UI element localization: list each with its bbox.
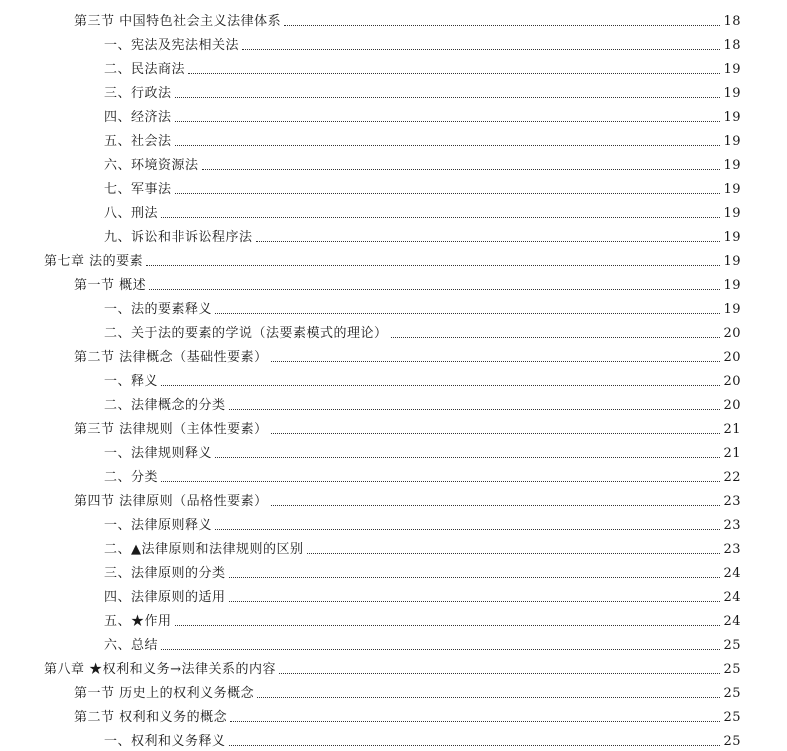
toc-dot-leader	[161, 216, 720, 218]
toc-entry-title: 一、权利和义务释义	[104, 734, 226, 749]
toc-dot-leader	[242, 48, 720, 50]
toc-page-number: 20	[723, 374, 741, 389]
toc-page-number: 19	[723, 86, 741, 101]
toc-dot-leader	[188, 72, 720, 74]
toc-item-row[interactable]	[0, 54, 787, 78]
toc-item-row[interactable]	[0, 126, 787, 150]
toc-entry-title: 四、法律原则的适用	[104, 590, 226, 605]
toc-item-row[interactable]	[0, 174, 787, 198]
toc-section-row[interactable]	[0, 486, 787, 510]
toc-page-number: 24	[723, 566, 741, 581]
toc-dot-leader	[175, 144, 721, 146]
toc-dot-leader	[271, 360, 721, 362]
toc-page-number: 23	[723, 542, 741, 557]
toc-page-number: 20	[723, 350, 741, 365]
toc-page-number: 23	[723, 518, 741, 533]
toc-item-row[interactable]	[0, 462, 787, 486]
toc-dot-leader	[215, 312, 720, 314]
toc-entry-title: 二、分类	[104, 470, 159, 485]
toc-page-number: 19	[723, 134, 741, 149]
toc-item-row[interactable]	[0, 558, 787, 582]
toc-dot-leader	[161, 648, 720, 650]
toc-dot-leader	[175, 192, 721, 194]
toc-page-number: 25	[723, 662, 741, 677]
toc-dot-leader	[229, 744, 721, 746]
toc-section-row[interactable]	[0, 342, 787, 366]
toc-item-row[interactable]	[0, 198, 787, 222]
toc-page-number: 24	[723, 614, 741, 629]
toc-dot-leader	[391, 336, 721, 338]
toc-page-number: 25	[723, 686, 741, 701]
toc-entry-title: 一、法律规则释义	[104, 446, 213, 461]
toc-section-row[interactable]	[0, 414, 787, 438]
toc-entry-title: 八、刑法	[104, 206, 159, 221]
toc-dot-leader	[215, 528, 720, 530]
toc-entry-title: 四、经济法	[104, 110, 172, 125]
toc-page-number: 21	[723, 446, 741, 461]
toc-section-row[interactable]	[0, 702, 787, 726]
toc-item-row[interactable]	[0, 30, 787, 54]
toc-section-row[interactable]	[0, 270, 787, 294]
toc-page-number: 18	[723, 14, 741, 29]
toc-page-number: 19	[723, 110, 741, 125]
toc-item-row[interactable]	[0, 534, 787, 558]
toc-page-number: 19	[723, 278, 741, 293]
toc-entry-title: 第三节 中国特色社会主义法律体系	[74, 14, 282, 29]
toc-item-row[interactable]	[0, 438, 787, 462]
toc-dot-leader	[202, 168, 721, 170]
toc-item-row[interactable]	[0, 366, 787, 390]
toc-entry-title: 第四节 法律原则（品格性要素）	[74, 494, 268, 509]
toc-dot-leader	[229, 576, 721, 578]
toc-dot-leader	[257, 696, 720, 698]
toc-item-row[interactable]	[0, 294, 787, 318]
toc-entry-title: 七、军事法	[104, 182, 172, 197]
toc-entry-title: 二、▲法律原则和法律规则的区别	[104, 542, 304, 557]
toc-entry-title: 九、诉讼和非诉讼程序法	[104, 230, 253, 245]
toc-item-row[interactable]	[0, 150, 787, 174]
toc-page-number: 22	[723, 470, 741, 485]
toc-item-row[interactable]	[0, 390, 787, 414]
toc-chapter-row[interactable]	[0, 654, 787, 678]
toc-item-row[interactable]	[0, 630, 787, 654]
toc-item-row[interactable]	[0, 606, 787, 630]
toc-entry-title: 第八章 ★权利和义务→法律关系的内容	[44, 662, 277, 677]
toc-item-row[interactable]	[0, 726, 787, 750]
toc-entry-title: 二、关于法的要素的学说（法要素模式的理论）	[104, 326, 388, 341]
toc-page-number: 21	[723, 422, 741, 437]
toc-item-row[interactable]	[0, 510, 787, 534]
toc-dot-leader	[146, 264, 720, 266]
toc-page-number: 19	[723, 230, 741, 245]
toc-dot-leader	[175, 120, 721, 122]
toc-entry-title: 五、★作用	[104, 614, 172, 629]
toc-entry-title: 第七章 法的要素	[44, 254, 144, 269]
toc-dot-leader	[215, 456, 720, 458]
toc-entry-title: 第三节 法律规则（主体性要素）	[74, 422, 268, 437]
toc-chapter-row[interactable]	[0, 246, 787, 270]
toc-dot-leader	[149, 288, 720, 290]
toc-entry-title: 第二节 权利和义务的概念	[74, 710, 228, 725]
toc-dot-leader	[279, 672, 720, 674]
toc-dot-leader	[271, 504, 721, 506]
toc-page-number: 23	[723, 494, 741, 509]
toc-entry-title: 一、法的要素释义	[104, 302, 213, 317]
toc-dot-leader	[175, 624, 721, 626]
toc-entry-title: 二、民法商法	[104, 62, 186, 77]
toc-entry-title: 六、环境资源法	[104, 158, 199, 173]
toc-entry-title: 一、法律原则释义	[104, 518, 213, 533]
toc-dot-leader	[229, 600, 721, 602]
toc-page-number: 19	[723, 254, 741, 269]
toc-entry-title: 三、法律原则的分类	[104, 566, 226, 581]
toc-dot-leader	[307, 552, 721, 554]
toc-page-number: 25	[723, 710, 741, 725]
toc-item-row[interactable]	[0, 102, 787, 126]
toc-entry-title: 六、总结	[104, 638, 159, 653]
toc-section-row[interactable]	[0, 6, 787, 30]
toc-dot-leader	[161, 384, 720, 386]
toc-page-number: 24	[723, 590, 741, 605]
toc-entry-title: 第一节 概述	[74, 278, 147, 293]
toc-item-row[interactable]	[0, 318, 787, 342]
toc-entry-title: 第一节 历史上的权利义务概念	[74, 686, 255, 701]
toc-item-row[interactable]	[0, 222, 787, 246]
toc-entry-title: 五、社会法	[104, 134, 172, 149]
toc-dot-leader	[271, 432, 721, 434]
toc-dot-leader	[161, 480, 720, 482]
toc-page-number: 25	[723, 734, 741, 749]
toc-dot-leader	[256, 240, 721, 242]
toc-page-number: 19	[723, 302, 741, 317]
toc-dot-leader	[284, 24, 720, 26]
toc-entry-title: 一、释义	[104, 374, 159, 389]
toc-entry-title: 二、法律概念的分类	[104, 398, 226, 413]
toc-section-row[interactable]	[0, 678, 787, 702]
toc-entry-title: 一、宪法及宪法相关法	[104, 38, 240, 53]
toc-page-number: 25	[723, 638, 741, 653]
toc-page-number: 19	[723, 182, 741, 197]
toc-entry-title: 第二节 法律概念（基础性要素）	[74, 350, 268, 365]
toc-page-number: 20	[723, 398, 741, 413]
toc-page-number: 18	[723, 38, 741, 53]
toc-page-number: 19	[723, 206, 741, 221]
toc-dot-leader	[229, 408, 721, 410]
toc-page-number: 19	[723, 158, 741, 173]
toc-dot-leader	[230, 720, 720, 722]
toc-page-number: 20	[723, 326, 741, 341]
toc-page-number: 19	[723, 62, 741, 77]
toc-item-row[interactable]	[0, 582, 787, 606]
toc-entry-title: 三、行政法	[104, 86, 172, 101]
toc-dot-leader	[175, 96, 721, 98]
toc-item-row[interactable]	[0, 78, 787, 102]
